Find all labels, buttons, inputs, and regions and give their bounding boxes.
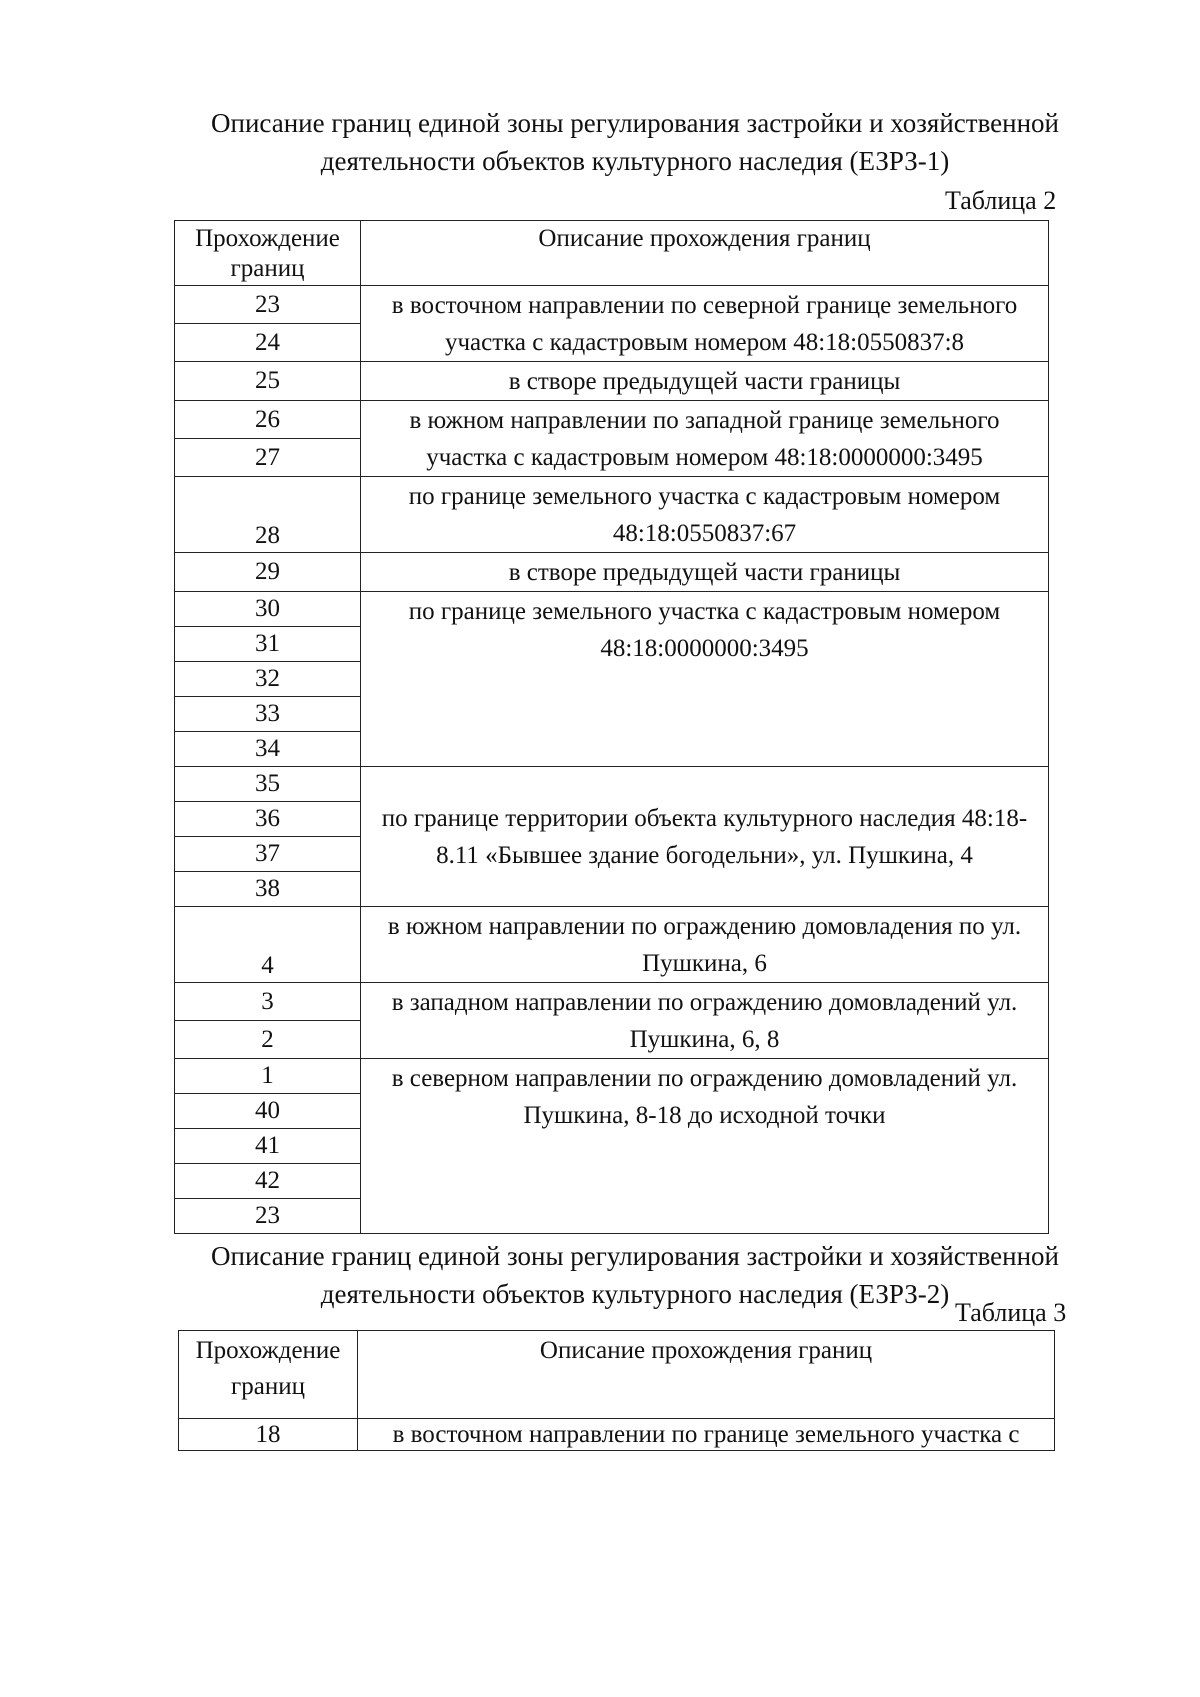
point-cell: 40 (175, 1094, 361, 1129)
table-row (175, 907, 1049, 983)
section2-title-line2: деятельности объектов культурного наследия (ЕЗРЗ-2) (320, 1279, 950, 1309)
table-row (175, 362, 1049, 401)
table-row (175, 286, 1049, 324)
section1-title (150, 104, 1120, 180)
point-cell: 38 (175, 872, 361, 907)
table-row (175, 983, 1049, 1021)
table-row (175, 592, 1049, 627)
point-cell: 4 (175, 907, 361, 983)
table-row (175, 1059, 1049, 1094)
description-cell: в створе предыдущей части границы (361, 553, 1049, 592)
table2-label: Таблица 2 (945, 186, 1057, 215)
description-cell: в северном направлении по ограждению домовладений ул. Пушкина, 8-18 до исходной точки (361, 1059, 1049, 1234)
table-row (175, 401, 1049, 439)
table3-label: Таблица 3 (955, 1298, 1067, 1327)
description-cell: по границе земельного участка с кадастровым номером 48:18:0000000:3495 (361, 592, 1049, 767)
point-cell: 18 (179, 1419, 358, 1451)
column-header-description: Описание прохождения границ (361, 221, 1049, 286)
table-row (175, 477, 1049, 553)
point-cell: 1 (175, 1059, 361, 1094)
point-cell: 2 (175, 1021, 361, 1059)
point-cell: 37 (175, 837, 361, 872)
table-header-row (179, 1331, 1055, 1419)
point-cell: 3 (175, 983, 361, 1021)
table-row (175, 553, 1049, 592)
point-cell: 31 (175, 627, 361, 662)
point-cell: 23 (175, 286, 361, 324)
point-cell: 30 (175, 592, 361, 627)
point-cell: 25 (175, 362, 361, 401)
point-cell: 29 (175, 553, 361, 592)
description-cell: в западном направлении по ограждению домовладений ул. Пушкина, 6, 8 (361, 983, 1049, 1059)
point-cell: 28 (175, 477, 361, 553)
point-cell: 36 (175, 802, 361, 837)
point-cell: 34 (175, 732, 361, 767)
description-cell: в восточном направлении по границе земельного участка с (358, 1419, 1055, 1451)
column-header-description: Описание прохождения границ (358, 1331, 1055, 1419)
column-header-passage: Прохождение границ (175, 221, 361, 286)
description-cell: в створе предыдущей части границы (361, 362, 1049, 401)
description-cell: в южном направлении по ограждению домовладения по ул. Пушкина, 6 (361, 907, 1049, 983)
boundary-table-2 (174, 220, 1049, 1234)
description-cell: в восточном направлении по северной границе земельного участка с кадастровым номером 48:18:0550837:8 (361, 286, 1049, 362)
boundary-table-3 (178, 1330, 1055, 1451)
point-cell: 32 (175, 662, 361, 697)
section1-title-line1: Описание границ единой зоны регулирования застройки и хозяйственной (211, 108, 1059, 138)
table-row (179, 1419, 1055, 1451)
point-cell: 26 (175, 401, 361, 439)
section2-title-line1: Описание границ единой зоны регулирования застройки и хозяйственной (211, 1241, 1059, 1271)
section1-title-line2: деятельности объектов культурного наследия (ЕЗРЗ-1) (320, 146, 950, 176)
point-cell: 24 (175, 324, 361, 362)
point-cell: 33 (175, 697, 361, 732)
description-cell: по границе территории объекта культурного наследия 48:18-8.11 «Бывшее здание богодельни», ул. Пушкина, 4 (361, 767, 1049, 907)
column-header-passage: Прохождение границ (179, 1331, 358, 1419)
point-cell: 35 (175, 767, 361, 802)
table-row (175, 767, 1049, 802)
point-cell: 41 (175, 1129, 361, 1164)
point-cell: 42 (175, 1164, 361, 1199)
description-cell: в южном направлении по западной границе земельного участка с кадастровым номером 48:18:0000000:3495 (361, 401, 1049, 477)
point-cell: 27 (175, 439, 361, 477)
point-cell: 23 (175, 1199, 361, 1234)
description-cell: по границе земельного участка с кадастровым номером 48:18:0550837:67 (361, 477, 1049, 553)
table-header-row (175, 221, 1049, 286)
